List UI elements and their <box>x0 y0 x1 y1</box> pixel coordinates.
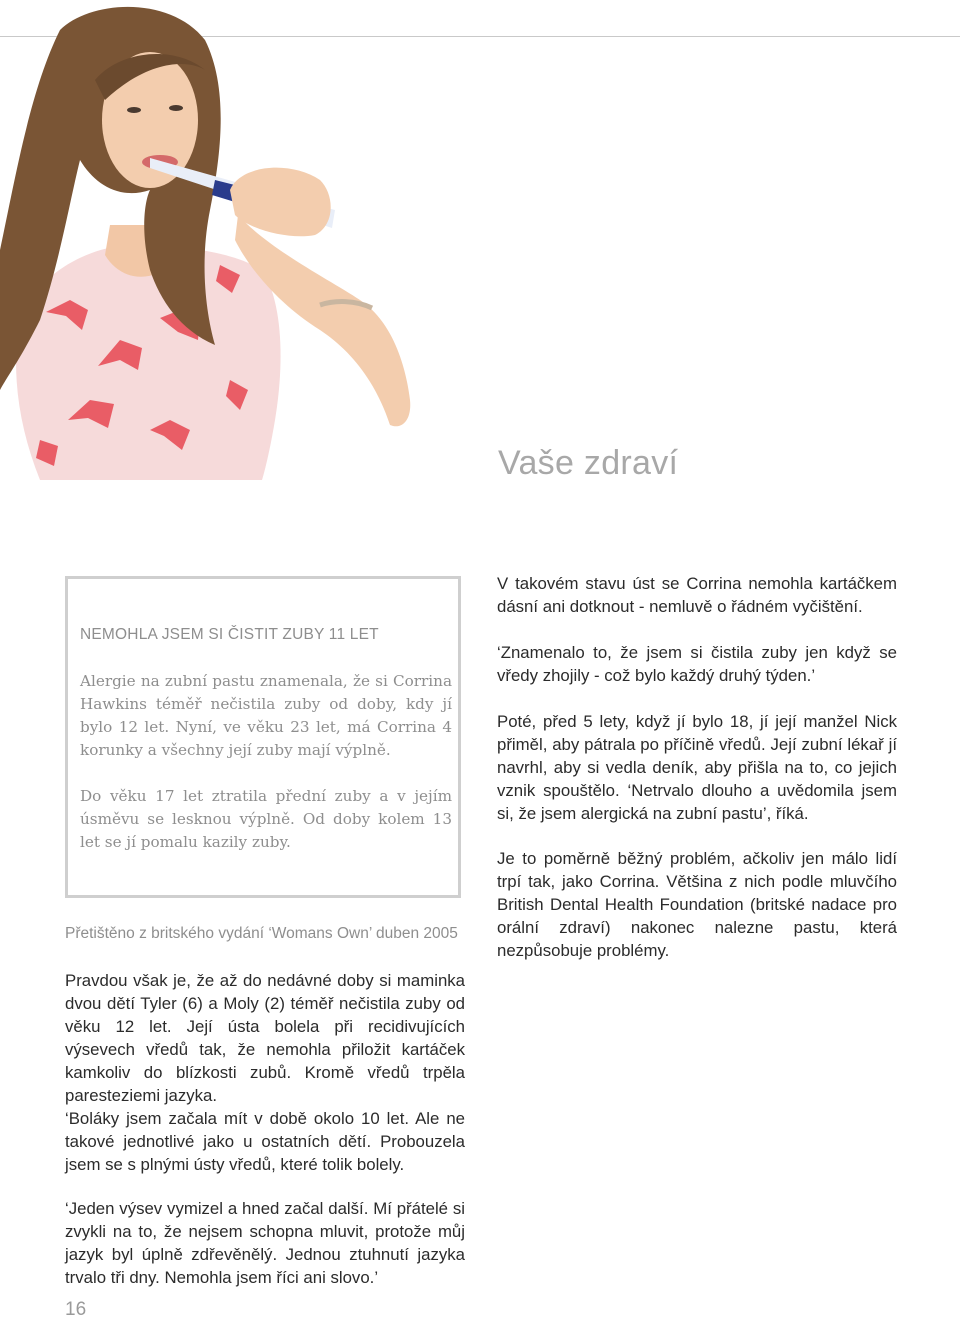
body-paragraph: ‘Znamenalo to, že jsem si čistila zuby jen když se vředy zhojily - což bylo každý druhý týden.’ <box>497 643 897 685</box>
page-title: Vaše zdraví <box>498 444 679 482</box>
source-credit: Přetištěno z britského vydání ‘Womans Own’ duben 2005 <box>65 925 458 942</box>
body-paragraph: Je to poměrně běžný problém, ačkoliv jen málo lidí trpí tak, jako Corrina. Většina z nich podle mluvčího British Dental Health Foundation (britské nadace pro orální zdraví) nakonec nalezne pastu, která nezpůsobuje problémy. <box>497 849 897 960</box>
sidebar-paragraph: Do věku 17 let ztratila přední zuby a v jejím úsměvu se lesknou výplně. Od doby kolem 13 let se jí pomalu kazily zuby. <box>80 787 452 851</box>
body-paragraph: Poté, před 5 lety, když jí bylo 18, jí její manžel Nick přiměl, aby pátrala po příčině vředů. Její zubní lékař jí navrhl, aby si vedla deník, aby přišla na to, co jejich vznik spouštělo. ‘Netrvalo dlouho a uvědomila jsem si, že jsem alergická na zubní pastu’, říká. <box>497 712 897 823</box>
sidebar-paragraph: Alergie na zubní pastu znamenala, že si Corrina Hawkins téměř nečistila zuby od doby, kdy jí bylo 12 let. Nyní, ve věku 23 let, má Corrina 4 korunky a všechny její zuby mají výplně. <box>80 672 452 759</box>
body-paragraph: Pravdou však je, že až do nedávné doby si maminka dvou dětí Tyler (6) a Moly (2) téměř nečistila zuby od věku 12 let. Její ústa bolela při recidivujících výsevech vředů tak, že nemohla přiložit kartáček kamkoliv do blízkosti zubů. Kromě vředů trpěla paresteziemi jazyka. <box>65 971 465 1105</box>
page-number: 16 <box>65 1299 87 1320</box>
body-paragraph: V takovém stavu úst se Corrina nemohla kartáčkem dásní ani dotknout - nemluvě o řádném vyčištění. <box>497 574 897 616</box>
sidebar-title: NEMOHLA JSEM SI ČISTIT ZUBY 11 LET <box>80 626 379 643</box>
body-paragraph: ‘Boláky jsem začala mít v době okolo 10 let. Ale ne takové jednotlivé jako u ostatních dětí. Probouzela jsem se s plnými ústy vředů, které tolik bolely. <box>65 1109 465 1174</box>
woman-brushing-teeth-photo <box>0 0 430 480</box>
body-paragraph: ‘Jeden výsev vymizel a hned začal další. Mí přátelé si zvykli na to, že nejsem schopna mluvit, protože můj jazyk byl úplně zdřevěnělý. Jednou ztuhnutí jazyka trvalo tři dny. Nemohla jsem říci ani slovo.’ <box>65 1199 465 1287</box>
